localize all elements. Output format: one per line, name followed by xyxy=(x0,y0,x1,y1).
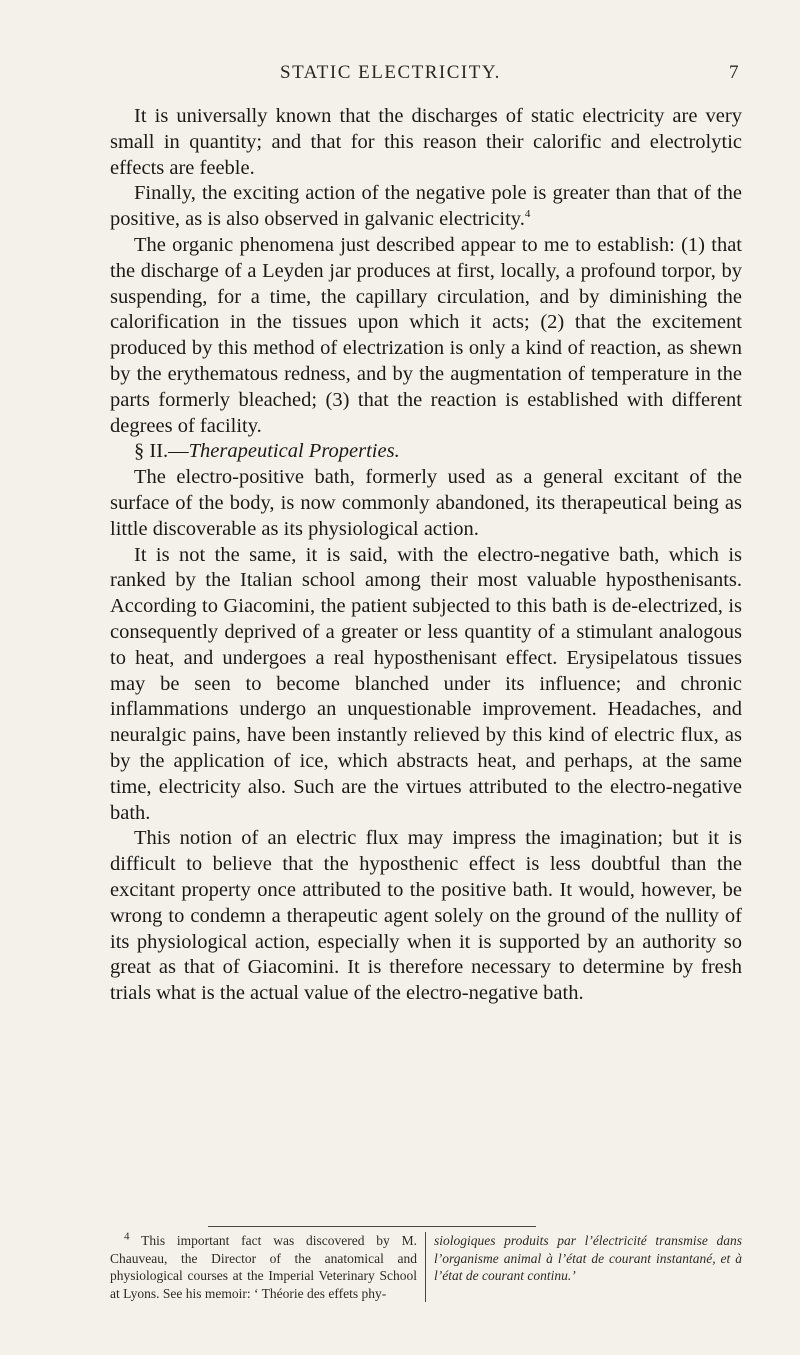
section-title: Therapeutical Properties. xyxy=(188,440,400,463)
footnote xyxy=(110,1232,742,1302)
paragraph: The organic phenomena just described appear to me to establish: (1) that the discharge of a Leyden jar produces at first, locally, a profound torpor, by suspending, for a time, the capillary circulation, and by diminishing the calorification in the tissues upon which it acts; (2) that the excitement produced by this method of electrization is only a kind of reaction, as shewn by the erythematous redness, and by the augmentation of temperature in the parts formerly bleached; (3) that the reaction is established with different degrees of facility. xyxy=(110,233,742,437)
section-heading xyxy=(110,439,742,465)
footnote-ref: 4 xyxy=(524,208,531,221)
footnote-marker: 4 xyxy=(124,1230,130,1243)
paragraph: It is universally known that the discharges of static electricity are very small in quantity; and that for this reason their calorific and electrolytic effects are feeble. xyxy=(110,105,742,179)
footnote-left-column xyxy=(110,1232,426,1302)
paragraph: This notion of an electric flux may impress the imagination; but it is difficult to believe that the hyposthenic effect is less doubtful than the excitant property once attributed to the positive bath. It would, however, be wrong to condemn a therapeutic agent solely on the ground of the nullity of its physiological action, especially when it is supported by an authority so great as that of Giacomini. It is therefore necessary to determine by fresh trials what is the actual value of the electro-negative bath. xyxy=(110,827,742,1005)
footnote-rule xyxy=(208,1226,536,1227)
body-text xyxy=(110,104,742,1007)
page-number: 7 xyxy=(729,62,740,83)
paragraph-text: Finally, the exciting action of the negative pole is greater than that of the positive, as is also observed in galvanic electricity. xyxy=(110,182,742,231)
footnote-right-text: siologiques produits par l’électricité transmise dans l’organisme animal à l’état de courant instantané, et à l’état de courant continu.’ xyxy=(434,1233,742,1283)
footnote-right-column xyxy=(426,1232,742,1302)
paragraph: It is not the same, it is said, with the electro-negative bath, which is ranked by the Italian school among their most valuable hyposthenisants. According to Giacomini, the patient subjected to this bath is de-electrized, is consequently deprived of a greater or less quantity of a stimulant analogous to heat, and undergoes a real hyposthenisant effect. Erysipelatous tissues may be seen to become blanched under its influence; and chronic inflammations undergo an unquestionable improvement. Headaches, and neuralgic pains, have been instantly relieved by this kind of electric flux, as by the application of ice, which abstracts heat, and perhaps, at the same time, electricity also. Such are the virtues attributed to the electro-negative bath. xyxy=(110,543,742,824)
running-head xyxy=(140,62,740,90)
paragraph xyxy=(110,181,742,233)
footnote-left-text xyxy=(110,1232,417,1302)
running-title: STATIC ELECTRICITY. xyxy=(280,62,501,83)
footnote-left-body: This important fact was discovered by M. Chauveau, the Director of the anatomical and physiological courses at the Imperial Veterinary School at Lyons. See his memoir: ‘ Théorie des effets phy- xyxy=(110,1233,417,1301)
paragraph: The electro-positive bath, formerly used as a general excitant of the surface of the body, is now commonly abandoned, its therapeutical being as little discoverable as its physiological action. xyxy=(110,466,742,540)
section-number: § II.— xyxy=(134,440,189,463)
